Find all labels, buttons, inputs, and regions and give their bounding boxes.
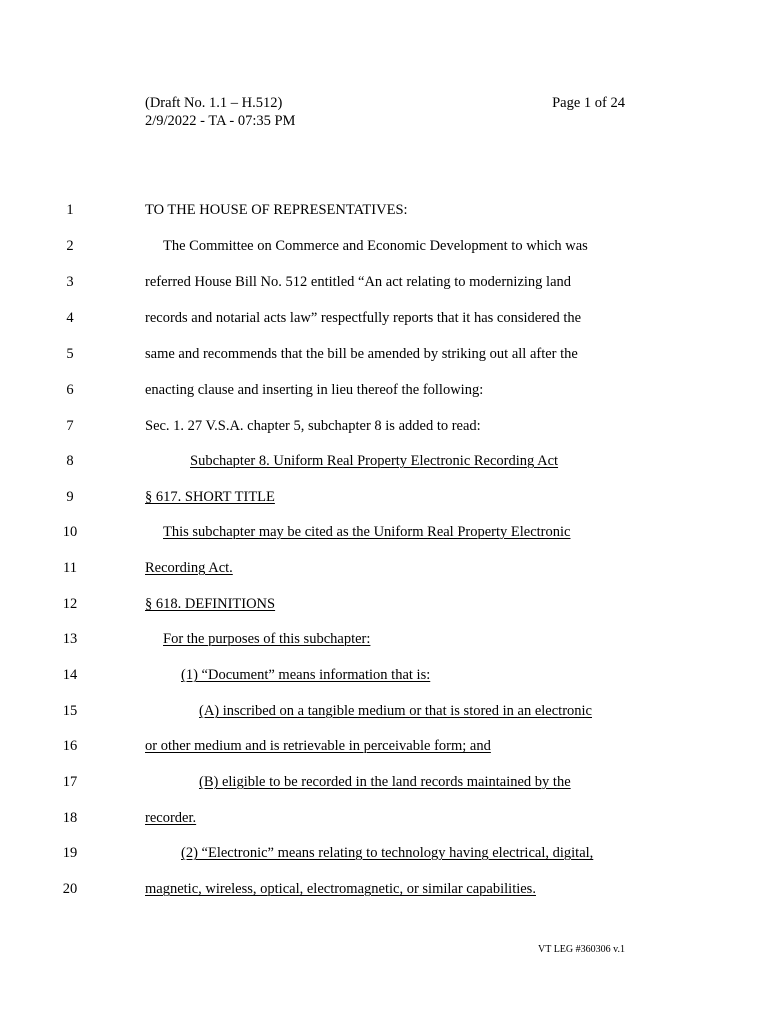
- line-2: [0, 236, 770, 256]
- line-number: 14: [62, 667, 78, 683]
- line-text: (B) eligible to be recorded in the land records maintained by the: [199, 774, 571, 790]
- line-10: [0, 522, 770, 542]
- line-number: 5: [66, 346, 74, 362]
- line-16: [0, 736, 770, 756]
- line-text: (2) “Electronic” means relating to technology having electrical, digital,: [181, 845, 594, 861]
- line-number: 6: [66, 382, 74, 398]
- line-number: 9: [66, 489, 74, 505]
- line-number: 4: [66, 310, 74, 326]
- line-7: [0, 416, 770, 436]
- line-text: enacting clause and inserting in lieu thereof the following:: [145, 382, 484, 398]
- line-text: TO THE HOUSE OF REPRESENTATIVES:: [145, 202, 408, 218]
- line-1: [0, 200, 770, 220]
- line-number: 18: [62, 810, 78, 826]
- line-number: 10: [62, 524, 78, 540]
- line-8: [0, 451, 770, 471]
- line-text: § 617. SHORT TITLE: [145, 489, 275, 505]
- line-20: [0, 879, 770, 899]
- line-number: 1: [66, 202, 74, 218]
- line-number: 19: [62, 845, 78, 861]
- line-14: [0, 665, 770, 685]
- draft-datetime: 2/9/2022 - TA - 07:35 PM: [145, 113, 296, 129]
- line-text: This subchapter may be cited as the Uniform Real Property Electronic: [163, 524, 571, 540]
- page-number: Page 1 of 24: [552, 95, 625, 111]
- line-15: [0, 701, 770, 721]
- draft-number: (Draft No. 1.1 – H.512): [145, 95, 283, 111]
- line-number: 2: [66, 238, 74, 254]
- line-text: recorder.: [145, 810, 197, 826]
- line-9: [0, 487, 770, 507]
- line-6: [0, 380, 770, 400]
- line-number: 8: [66, 453, 74, 469]
- line-number: 7: [66, 418, 74, 434]
- line-3: [0, 272, 770, 292]
- line-text: Sec. 1. 27 V.S.A. chapter 5, subchapter 8 is added to read:: [145, 418, 481, 434]
- line-text: Subchapter 8. Uniform Real Property Electronic Recording Act: [190, 453, 559, 469]
- line-text: (1) “Document” means information that is:: [181, 667, 431, 683]
- line-number: 3: [66, 274, 74, 290]
- line-4: [0, 308, 770, 328]
- line-18: [0, 808, 770, 828]
- line-text: magnetic, wireless, optical, electromagnetic, or similar capabilities.: [145, 881, 536, 897]
- line-text: or other medium and is retrievable in perceivable form; and: [145, 738, 491, 754]
- line-12: [0, 594, 770, 614]
- line-number: 16: [62, 738, 78, 754]
- document-id-footer: VT LEG #360306 v.1: [538, 944, 625, 955]
- line-13: [0, 629, 770, 649]
- line-17: [0, 772, 770, 792]
- line-text: The Committee on Commerce and Economic Development to which was: [163, 238, 588, 254]
- line-number: 20: [62, 881, 78, 897]
- line-number: 11: [63, 560, 77, 576]
- line-5: [0, 344, 770, 364]
- line-19: [0, 843, 770, 863]
- line-number: 17: [62, 774, 78, 790]
- line-text: same and recommends that the bill be amended by striking out all after the: [145, 346, 578, 362]
- line-text: § 618. DEFINITIONS: [145, 596, 276, 612]
- line-text: Recording Act.: [145, 560, 233, 576]
- line-text: For the purposes of this subchapter:: [163, 631, 371, 647]
- line-11: [0, 558, 770, 578]
- line-number: 13: [62, 631, 78, 647]
- line-text: records and notarial acts law” respectfully reports that it has considered the: [145, 310, 582, 326]
- line-number: 15: [62, 703, 78, 719]
- line-number: 12: [62, 596, 78, 612]
- line-text: referred House Bill No. 512 entitled “An act relating to modernizing land: [145, 274, 572, 290]
- line-text: (A) inscribed on a tangible medium or that is stored in an electronic: [199, 703, 592, 719]
